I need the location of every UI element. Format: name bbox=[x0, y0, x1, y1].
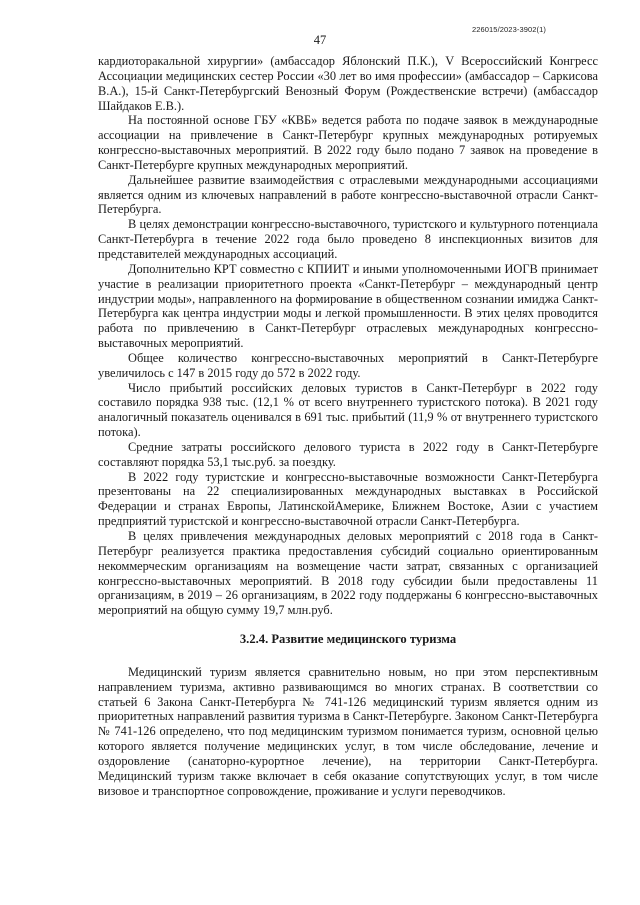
paragraph: Число прибытий российских деловых туристов в Санкт-Петербург в 2022 году составило порядка 938 тыс. (12,1 % от всего внутреннего туристского потока). В 2021 году аналогичный показатель оценивался в 691 тыс. прибытий (11,9 % от внутреннего туристского потока). bbox=[98, 380, 598, 440]
paragraph: Средние затраты российского делового туриста в 2022 году в Санкт-Петербурге составляют порядка 53,1 тыс.руб. за поездку. bbox=[98, 439, 598, 469]
paragraph: Общее количество конгрессно-выставочных мероприятий в Санкт-Петербурге увеличилось с 147 в 2015 году до 572 в 2022 году. bbox=[98, 350, 598, 380]
paragraph: В целях демонстрации конгрессно-выставочного, туристского и культурного потенциала Санкт-Петербурга в течение 2022 года было проведено 8 инспекционных визитов для представителей международных ассоциаций. bbox=[98, 217, 598, 261]
paragraph: Медицинский туризм является сравнительно новым, но при этом перспективным направлением туризма, активно развивающимся во многих странах. В соответствии со статьей 6 Закона Санкт-Петербурга № 741-126 медицинский туризм является одним из приоритетных направлений развития туризма в Санкт-Петербурге. Законом Санкт-Петербурга № 741-126 определено, что под медицинским туризмом понимается туризм, основной целью которого является получение медицинских услуг, в том числе обследование, лечение и оздоровление (санаторно-курортное лечение), на территории Санкт-Петербурга. Медицинский туризм также включает в себя оказание сопутствующих услуг, в том числе визовое и транспортное сопровождение, проживание и услуги переводчиков. bbox=[98, 664, 598, 798]
paragraph: В целях привлечения международных деловых мероприятий с 2018 года в Санкт-Петербург реализуется практика предоставления субсидий социально ориентированным некоммерческим организациям на возмещение части затрат, связанных с организацией конгрессно-выставочных мероприятий. В 2018 году субсидии были предоставлены 11 организациям, в 2019 – 26 организациям, в 2022 году поддержаны 6 конгрессно-выставочных мероприятий на общую сумму 19,7 млн.руб. bbox=[98, 529, 598, 618]
section-heading: 3.2.4. Развитие медицинского туризма bbox=[239, 632, 457, 647]
document-body bbox=[98, 54, 598, 799]
paragraph: Дополнительно КРТ совместно с КПИИТ и иными уполномоченными ИОГВ принимает участие в реализации приоритетного проекта «Санкт-Петербург – международный центр индустрии моды», направленного на формирование в общественном сознании имиджа Санкт-Петербурга как центра индустрии моды и легкой промышленности. В этих целях проводится работа по привлечению в Санкт-Петербург отраслевых международных конгрессно-выставочных мероприятий. bbox=[98, 261, 598, 351]
paragraph: На постоянной основе ГБУ «КВБ» ведется работа по подаче заявок в международные ассоциации на привлечение в Санкт-Петербург крупных международных ротируемых конгрессно-выставочных мероприятий. В 2022 году было подано 7 заявок на проведение в Санкт-Петербурге крупных международных мероприятий. bbox=[98, 113, 598, 172]
paragraph: В 2022 году туристские и конгрессно-выставочные возможности Санкт-Петербурга презентованы на 22 специализированных международных выставках в Российской Федерации и странах Европы, ЛатинскойАмерике, Ближнем Востоке, Азии с участием предприятий туристской и конгрессно-выставочной отрасли Санкт-Петербурга. bbox=[98, 469, 598, 529]
paragraph: Дальнейшее развитие взаимодействия с отраслевыми международными ассоциациями является одним из ключевых направлений в работе конгрессно-выставочной отрасли Санкт-Петербурга. bbox=[98, 172, 598, 217]
paragraph: кардиоторакальной хирургии» (амбассадор Яблонский П.К.), V Всероссийский Конгресс Ассоциации медицинских сестер России «30 лет во имя профессии» (амбассадор – Саркисова В.А.), 15-й Санкт-Петербургский Венозный Форум (Рождественские встречи) (амбассадор Шайдаков Е.В.). bbox=[98, 54, 598, 113]
document-id: 226015/2023-3902(1) bbox=[471, 25, 546, 34]
page-number: 47 bbox=[313, 33, 327, 47]
